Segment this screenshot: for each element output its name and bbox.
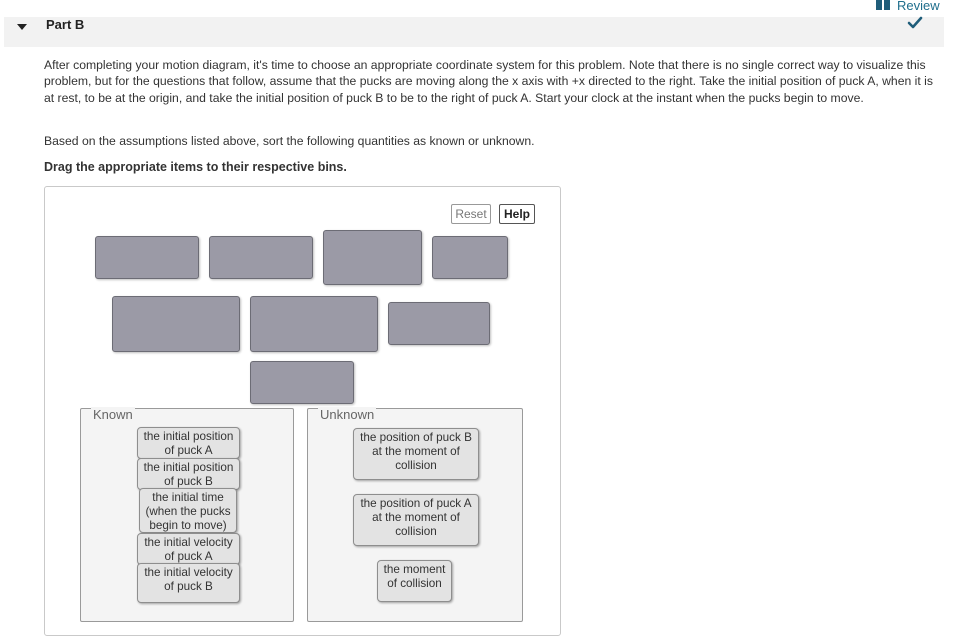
known-bin[interactable] [80, 408, 294, 622]
drag-instruction: Drag the appropriate items to their respective bins. [44, 160, 347, 174]
review-label: Review [897, 0, 940, 13]
drag-item-initial-time[interactable]: the initial time (when the pucks begin to move) [139, 488, 237, 533]
sort-prompt: Based on the assumptions listed above, sort the following quantities as known or unknown. [44, 134, 535, 148]
drag-item-initial-position-a[interactable]: the initial position of puck A [137, 427, 240, 459]
reset-button[interactable]: Reset [451, 204, 491, 224]
known-bin-label: Known [93, 407, 133, 422]
unknown-bin-label: Unknown [320, 407, 375, 422]
drag-drop-area [44, 186, 561, 636]
drag-item-initial-velocity-b[interactable]: the initial velocity of puck B [137, 563, 240, 603]
empty-drop-slot [388, 302, 490, 345]
part-title: Part B [46, 17, 85, 32]
empty-drop-slot [95, 236, 199, 279]
collapse-arrow-icon[interactable] [17, 24, 27, 30]
drag-item-moment-collision[interactable]: the moment of collision [377, 560, 452, 602]
help-button[interactable]: Help [499, 204, 535, 224]
problem-description [44, 57, 942, 106]
part-header[interactable] [4, 17, 944, 47]
book-icon [876, 0, 891, 10]
empty-drop-slot [112, 296, 240, 352]
drag-item-position-a-collision[interactable]: the position of puck A at the moment of collision [353, 494, 479, 546]
checkmark-icon [907, 14, 923, 30]
drag-item-initial-position-b[interactable]: the initial position of puck B [137, 458, 240, 490]
unknown-bin[interactable] [307, 408, 523, 622]
empty-drop-slot [209, 236, 313, 279]
drag-item-position-b-collision[interactable]: the position of puck B at the moment of collision [353, 428, 479, 480]
drag-item-initial-velocity-a[interactable]: the initial velocity of puck A [137, 533, 240, 565]
problem-paragraph: After completing your motion diagram, it's time to choose an appropriate coordinate system for this problem. Note that there is no single correct way to visualize this problem, but for the questions that follow, assume that the pucks are moving along the x axis with +x directed to the right. Take the initial position of puck A, when it is at rest, to be at the origin, and take the initial position of puck B to be to the right of puck A. Start your clock at the instant when the pucks begin to move. [44, 58, 933, 105]
empty-drop-slot [250, 361, 354, 404]
empty-drop-slot [250, 296, 378, 352]
empty-drop-slot [323, 230, 422, 285]
review-link[interactable] [876, 0, 940, 13]
empty-drop-slot [432, 236, 508, 279]
